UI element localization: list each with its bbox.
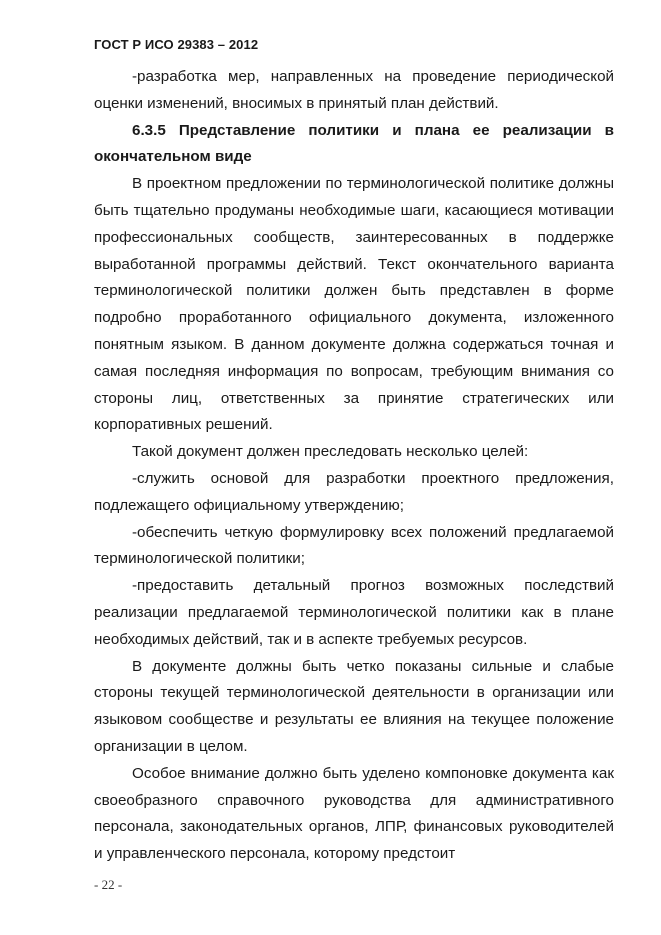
list-item: -предоставить детальный прогноз возможных последствий реализации предлагаемой терминологической политики как в плане необходимых действий, так и в аспекте требуемых ресурсов. xyxy=(94,577,614,648)
page-number: - 22 - xyxy=(94,877,123,892)
section-heading: 6.3.5 Представление политики и плана ее реализации в окончательном виде xyxy=(94,121,614,166)
list-item: -обеспечить четкую формулировку всех положений предлагаемой терминологической политики; xyxy=(94,523,614,568)
paragraph: Такой документ должен преследовать несколько целей: xyxy=(132,443,529,461)
paragraph: -разработка мер, направленных на проведение периодической оценки изменений, вносимых в принятый план действий. xyxy=(94,68,614,112)
body-text xyxy=(94,64,614,868)
paragraph: В проектном предложении по терминологической политике должны быть тщательно продуманы необходимые шаги, касающиеся мотивации профессиональных сообществ, заинтересованных в поддержке выработанной программы действий. Текст окончательного варианта терминологической политики должен быть представлен в форме подробно проработанного официального документа, изложенного понятным языком. В данном документе должна содержаться точная и самая последняя информация по вопросам, требующим внимания со стороны лиц, ответственных за принятие стратегических или корпоративных решений. xyxy=(94,175,614,434)
paragraph: В документе должны быть четко показаны сильные и слабые стороны текущей терминологической деятельности в организации или языковом сообществе и результаты ее влияния на текущее положение организации в целом. xyxy=(94,657,614,755)
list-item: -служить основой для разработки проектного предложения, подлежащего официальному утверждению; xyxy=(94,469,614,514)
document-header: ГОСТ Р ИСО 29383 – 2012 xyxy=(94,37,259,52)
paragraph: Особое внимание должно быть уделено компоновке документа как своеобразного справочного руководства для административного персонала, законодательных органов, ЛПР, финансовых руководителей и управленческого персонала, которому предстоит xyxy=(94,764,614,863)
